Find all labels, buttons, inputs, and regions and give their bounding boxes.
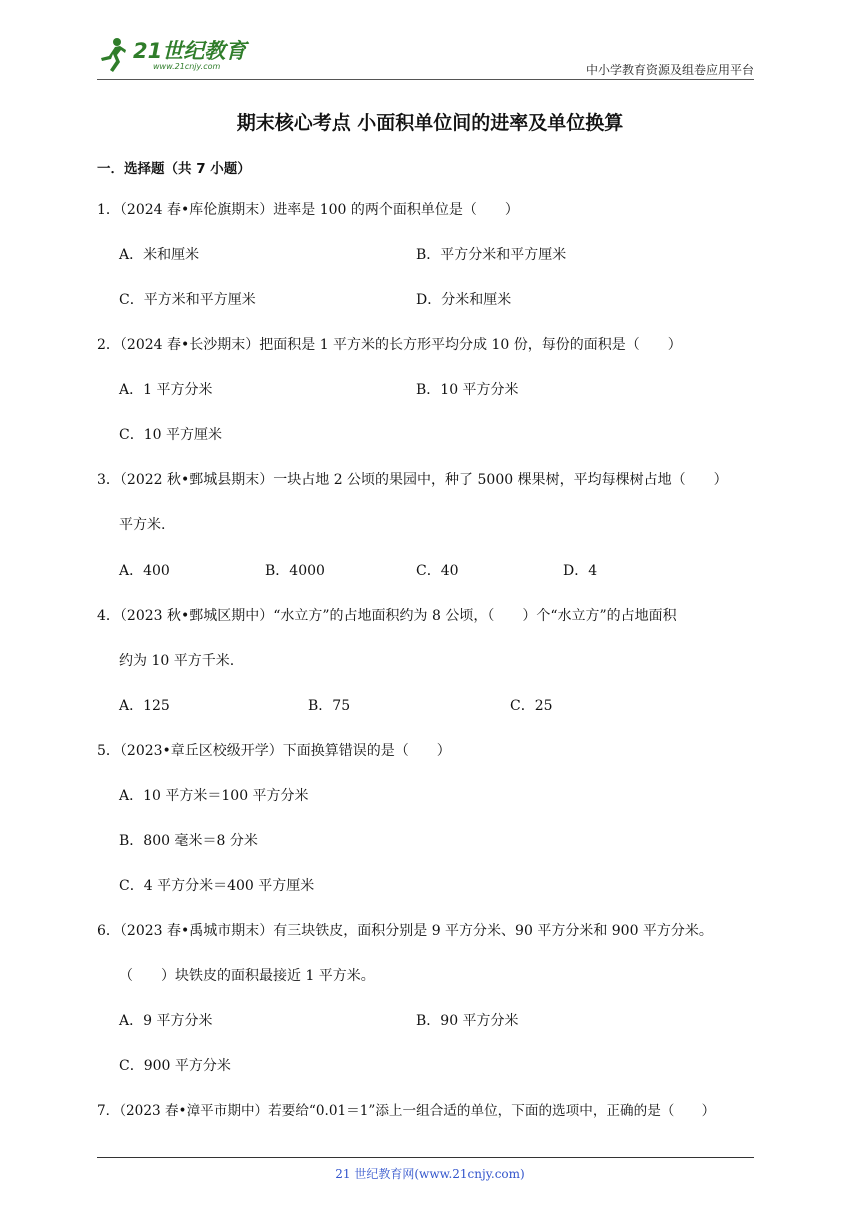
question-7-stem: 7．（2023 春•漳平市期中）若要给“0.01＝1”添上一组合适的单位，下面的选项中，正确的是（ ） <box>97 1103 716 1119</box>
question-3-option-d[interactable]: D．4 <box>563 563 598 579</box>
question-3-stem: 3．（2022 秋•鄄城县期末）一块占地 2 公顷的果园中，种了 5000 棵果树，平均每棵树占地（ ） <box>97 472 728 488</box>
runner-logo-icon <box>97 36 127 76</box>
question-1-stem: 1．（2024 春•库伦旗期末）进率是 100 的两个面积单位是（ ） <box>97 202 519 218</box>
question-2-stem: 2．（2024 春•长沙期末）把面积是 1 平方米的长方形平均分成 10 份，每份的面积是（ ） <box>97 337 682 353</box>
question-2-option-c[interactable]: C．10 平方厘米 <box>119 427 222 443</box>
question-6-option-b[interactable]: B．90 平方分米 <box>416 1013 519 1029</box>
question-3-option-a[interactable]: A．400 <box>119 563 170 579</box>
question-4-option-c[interactable]: C．25 <box>510 698 553 714</box>
question-6-option-c[interactable]: C．900 平方分米 <box>119 1058 231 1074</box>
page-footer[interactable]: 21 世纪教育网(www.21cnjy.com) <box>335 1167 525 1181</box>
footer-divider <box>97 1157 754 1158</box>
question-4-option-a[interactable]: A．125 <box>119 698 170 714</box>
question-5-stem: 5．（2023•章丘区校级开学）下面换算错误的是（ ） <box>97 743 451 759</box>
question-1-option-b[interactable]: B．平方分米和平方厘米 <box>416 247 567 263</box>
question-1-option-a[interactable]: A．米和厘米 <box>119 247 200 263</box>
logo-brand: 21世纪教育 <box>133 39 247 63</box>
question-1-option-d[interactable]: D．分米和厘米 <box>416 292 512 308</box>
question-2-option-b[interactable]: B．10 平方分米 <box>416 382 519 398</box>
header-divider <box>97 79 754 80</box>
section-heading: 一．选择题（共 7 小题） <box>97 161 251 177</box>
page-title: 期末核心考点 小面积单位间的进率及单位换算 <box>236 112 624 134</box>
question-6-option-a[interactable]: A．9 平方分米 <box>119 1013 213 1029</box>
question-1-option-c[interactable]: C．平方米和平方厘米 <box>119 292 256 308</box>
question-3-option-b[interactable]: B．4000 <box>265 563 325 579</box>
logo-url: www.21cnjy.com <box>153 62 221 71</box>
question-5-option-b[interactable]: B．800 毫米＝8 分米 <box>119 833 258 849</box>
question-4-option-b[interactable]: B．75 <box>308 698 351 714</box>
question-6-stem-cont: （ ）块铁皮的面积最接近 1 平方米。 <box>119 968 375 984</box>
question-5-option-a[interactable]: A．10 平方米＝100 平方分米 <box>119 788 309 804</box>
site-logo <box>97 34 246 78</box>
question-4-stem: 4．（2023 秋•鄄城区期中）“水立方”的占地面积约为 8 公顷，（ ）个“水立方”的占地面积 <box>97 608 677 624</box>
question-6-stem: 6．（2023 春•禹城市期末）有三块铁皮，面积分别是 9 平方分米、90 平方分米和 900 平方分米。 <box>97 923 713 939</box>
question-4-stem-cont: 约为 10 平方千米. <box>119 653 235 669</box>
question-3-option-c[interactable]: C．40 <box>416 563 459 579</box>
question-3-stem-cont: 平方米. <box>119 517 166 533</box>
platform-name: 中小学教育资源及组卷应用平台 <box>585 63 754 77</box>
page-header <box>97 30 754 80</box>
question-5-option-c[interactable]: C．4 平方分米＝400 平方厘米 <box>119 878 315 894</box>
question-2-option-a[interactable]: A．1 平方分米 <box>119 382 213 398</box>
